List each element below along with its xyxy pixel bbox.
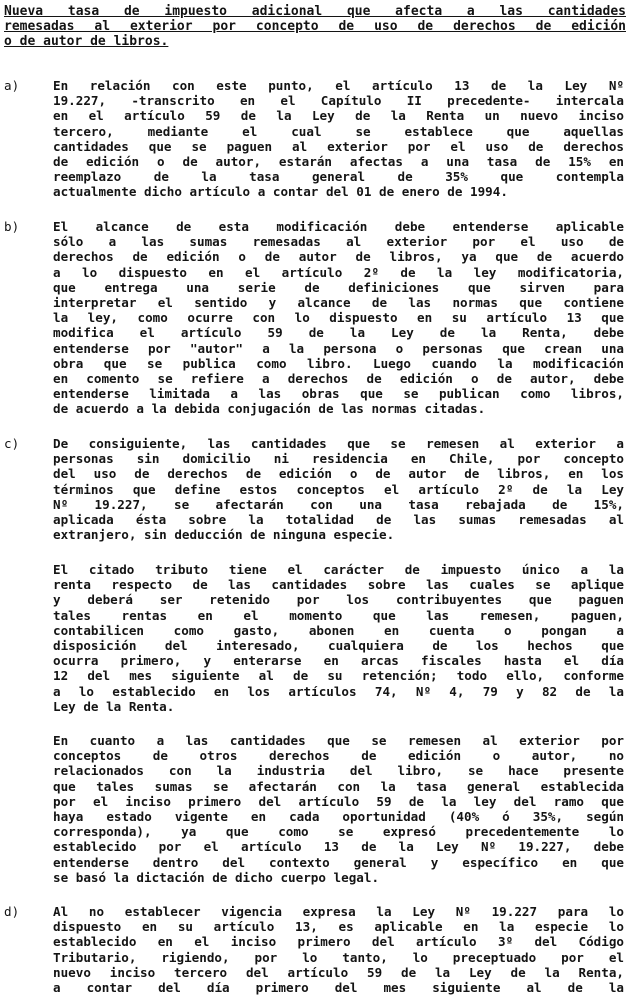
heading-line-1: Nueva tasa de impuesto adicional que afecta a las cantidades (4, 4, 626, 19)
text-line: la ley, como ocurre con lo dispuesto en su artículo 13 que (53, 310, 624, 326)
section-c (4, 436, 626, 542)
text-line: tales rentas en el momento que las remesen, paguen, (53, 607, 624, 623)
text-line: ocurra primero, y enterarse en arcas fiscales hasta el día (53, 653, 624, 669)
text-line: Tributario, rigiendo, por lo tanto, lo preceptuado por el (53, 949, 624, 965)
text-line: haya estado vigente en cada oportunidad (40% ó 35%, según (53, 808, 624, 824)
text-line: El alcance de esta modificación debe entenderse aplicable (53, 219, 624, 234)
text-line: de edición o de autor, estarán afectas a una tasa de 15% en (53, 153, 624, 169)
text-line: En relación con este punto, el artículo 13 de la Ley Nº (53, 78, 624, 93)
text-line: corresponda), ya que como se expresó precedentemente lo (53, 824, 624, 840)
section-marker-b: b) (4, 219, 20, 234)
text-line: entenderse por "autor" a la persona o personas que crean una (53, 340, 624, 356)
text-line: 12 del mes siguiente al de su retención; todo ello, conforme (53, 668, 624, 684)
text-line: Ley de la Renta. (53, 698, 175, 714)
text-line: dispuesto en su artículo 13, es aplicable en la especie lo (53, 919, 624, 935)
section-marker-c: c) (4, 436, 20, 451)
text-line: interpretar el sentido y alcance de las normas que contiene (53, 294, 624, 310)
heading-line-3: o de autor de libros. (4, 34, 169, 49)
text-line: nuevo inciso tercero del artículo 59 de la Ley de la Renta, (53, 964, 624, 980)
text-line: establecido por el artículo 13 de la Ley Nº 19.227, debe (53, 839, 624, 855)
text-line: entenderse limitada a las obras que se publican como libros, (53, 386, 624, 402)
paragraph-c (53, 436, 624, 542)
text-line: se basó la dictación de dicho cuerpo legal. (53, 869, 380, 885)
text-line: renta respecto de las cantidades sobre las cuales se aplique (53, 577, 624, 593)
text-line: tercero, mediante el cual se establece que aquellas (53, 123, 624, 139)
section-d (4, 904, 626, 995)
section-b (4, 219, 626, 416)
text-line: cantidades que se paguen al exterior por el uso de derechos (53, 138, 624, 154)
text-line: en comento se refiere a derechos de edición o de autor, debe (53, 370, 624, 386)
text-line: sólo a las sumas remesadas al exterior por el uso de (53, 234, 624, 250)
paragraph-a (53, 78, 624, 200)
text-line: personas sin domicilio ni residencia en Chile, por concepto (53, 451, 624, 467)
heading-line-2: remesadas al exterior por concepto de uso de derechos de edición (4, 19, 626, 34)
text-line: actualmente dicho artículo a contar del 01 de enero de 1994. (53, 184, 508, 200)
text-line: a lo establecido en los artículos 74, Nº 4, 79 y 82 de la (53, 683, 624, 699)
paragraph-c-sub-1-text (53, 562, 624, 714)
text-line: El citado tributo tiene el carácter de impuesto único a la (53, 562, 624, 577)
text-line: términos que define estos conceptos el artículo 2º de la Ley (53, 481, 624, 497)
section-marker-a: a) (4, 78, 20, 93)
text-line: obra que se publica como libro. Luego cuando la modificación (53, 355, 624, 371)
text-line: contabilicen como gasto, abonen en cuenta o pongan a (53, 622, 624, 638)
paragraph-c-sub-2-text (53, 733, 624, 885)
paragraph-b (53, 219, 624, 416)
text-line: 19.227, -transcrito en el Capítulo II precedente- intercala (53, 93, 624, 109)
text-line: entenderse dentro del contexto general y específico en que (53, 854, 624, 870)
section-marker-d: d) (4, 904, 20, 919)
paragraph-c-sub-2 (53, 733, 624, 885)
document-heading (4, 4, 626, 49)
text-line: derechos de edición o de autor de libros, ya que de acuerdo (53, 249, 624, 265)
text-line: reemplazo de la tasa general de 35% que contempla (53, 169, 624, 185)
text-line: en el artículo 59 de la Ley de la Renta un nuevo inciso (53, 108, 624, 124)
text-line: Al no establecer vigencia expresa la Ley Nº 19.227 para lo (53, 904, 624, 919)
text-line: conceptos de otros derechos de edición o autor, no (53, 748, 624, 764)
text-line: En cuanto a las cantidades que se remesen al exterior por (53, 733, 624, 748)
text-line: que tales sumas se afectarán con la tasa general establecida (53, 778, 624, 794)
text-line: extranjero, sin deducción de ninguna especie. (53, 527, 395, 543)
text-line: a lo dispuesto en el artículo 2º de la ley modificatoria, (53, 264, 624, 280)
text-line: a contar del día primero del mes siguiente al de la (53, 979, 624, 995)
text-line: Nº 19.227, se afectarán con una tasa rebajada de 15%, (53, 496, 624, 512)
text-line: que entrega una serie de definiciones que sirven para (53, 279, 624, 295)
paragraph-d (53, 904, 624, 995)
text-line: por el inciso primero del artículo 59 de la ley del ramo que (53, 793, 624, 809)
text-line: disposición del interesado, cualquiera de los hechos que (53, 637, 624, 653)
text-line: modifica el artículo 59 de la Ley de la Renta, debe (53, 325, 624, 341)
text-line: y deberá ser retenido por los contribuyentes que paguen (53, 592, 624, 608)
section-a (4, 78, 626, 200)
text-line: de acuerdo a la debida conjugación de las normas citadas. (53, 401, 486, 417)
text-line: De consiguiente, las cantidades que se remesen al exterior a (53, 436, 624, 451)
text-line: del uso de derechos de edición o de autor de libros, en los (53, 466, 624, 482)
text-line: aplicada ésta sobre la totalidad de las sumas remesadas al (53, 511, 624, 527)
text-line: establecido en el inciso primero del artículo 3º del Código (53, 934, 624, 950)
paragraph-c-sub-1 (53, 562, 624, 714)
text-line: relacionados con la industria del libro, se hace presente (53, 763, 624, 779)
